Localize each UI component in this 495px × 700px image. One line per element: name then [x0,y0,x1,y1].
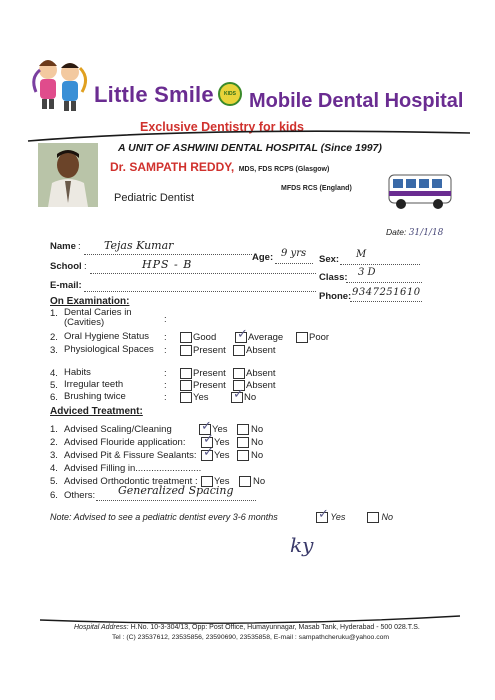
exam-item-number: 4. [50,368,58,379]
exam-option-checkbox[interactable] [231,392,243,403]
exam-item-colon: : [164,345,167,356]
footer-address-text: H.No. 10-3-304/13, Opp: Post Office, Humayunnagar, Masab Tank, Hyderabad - 500 028.T.S. [130,624,420,631]
exam-item-colon: : [164,368,167,379]
age-line [275,263,313,264]
name-line [84,254,252,255]
phone-value: 9347251610 [352,287,421,298]
note-text: Note: Advised to see a pediatric dentist every 3-6 months [50,512,278,522]
treatment-no[interactable] [237,450,263,461]
age-label: Age: [252,252,274,263]
doctor-signature: ky [290,533,314,557]
exam-option-label: Good [193,332,217,344]
unit-line: A UNIT OF ASHWINI DENTAL HOSPITAL (Since 1997) [118,142,382,154]
exam-option-label: No [244,392,257,404]
treatment-no-checkbox[interactable] [237,437,249,448]
exam-item-number: 2. [50,332,58,343]
treatment-item-number: 3. [50,450,58,461]
exam-option-label: Present [193,345,226,357]
others-value: Generalized Spacing [118,484,234,497]
treatment-no-label: No [251,424,264,436]
date-row [386,227,443,238]
exam-item-number: 1. [50,308,58,319]
treatment-item-number: 6. [50,490,58,501]
treatment-no-checkbox[interactable] [237,450,249,461]
doctor-role: Pediatric Dentist [114,192,195,204]
note-yes-checkbox[interactable] [316,512,328,523]
exam-option-checkbox[interactable] [233,368,245,379]
treatment-no-label: No [251,437,264,449]
treatment-no[interactable] [237,424,263,435]
doctor-quals-1: MDS, FDS RCPS (Glasgow) [238,166,330,173]
brand-smile: Smile [154,82,214,107]
note-no[interactable] [367,512,393,523]
treatment-item-label: Advised Flouride application: [64,437,186,448]
exam-option[interactable] [180,392,209,403]
treatment-yes-label: Yes [214,476,230,488]
exam-option-label: Absent [246,368,276,380]
exam-option[interactable] [233,368,276,379]
treatment-yes[interactable] [201,450,230,461]
exam-item-label: Physiological Spaces [64,344,154,355]
phone-label: Phone: [319,291,352,302]
brand-subtitle: Mobile Dental Hospital [249,90,464,112]
sex-line [340,264,420,265]
class-line [346,282,422,283]
school-label: School [50,261,82,272]
note-no-checkbox[interactable] [367,512,379,523]
examination-heading: On Examination: [50,296,130,307]
tagline: Exclusive Dentistry for kids [140,120,304,134]
exam-item-colon: : [164,332,167,343]
footer-contact: Tel : (C) 23537612, 23535856, 23590690, 23535858, E-mail : sampathcheruku@yahoo.com [112,634,390,641]
exam-option-checkbox[interactable] [180,392,192,403]
treatment-yes-checkbox[interactable] [201,450,213,461]
exam-item-number: 5. [50,380,58,391]
class-label: Class: [319,272,348,283]
note-yes[interactable] [316,512,345,523]
exam-option[interactable] [180,345,226,356]
name-value: Tejas Kumar [104,239,174,252]
exam-option[interactable] [231,392,256,403]
treatment-item-number: 4. [50,463,58,474]
email-label: E-mail: [50,280,82,291]
kids-badge-text: KIDS [224,91,236,97]
exam-option-checkbox[interactable] [180,345,192,356]
class-value: 3 D [358,267,376,278]
doctor-name [110,158,329,176]
email-line [84,291,316,292]
date-label: Date: [386,227,407,237]
name-label: Name [50,241,76,252]
kids-badge-icon [218,82,242,106]
treatment-no[interactable] [239,476,265,487]
name-colon: : [78,241,81,252]
treatment-item-number: 5. [50,476,58,487]
sex-label: Sex: [319,254,340,265]
treatment-item-number: 2. [50,437,58,448]
treatment-yes-label: Yes [212,424,228,436]
exam-option-label: Yes [193,392,209,404]
exam-option-label: Present [193,368,226,380]
footer-address-label: Hospital Address: [74,624,129,631]
footer-address [74,624,420,631]
treatment-item-label: Advised Orthodontic treatment : [64,476,198,487]
exam-item-label: Dental Caries in (Cavities) [64,307,132,328]
school-value: HPS - B [142,258,193,271]
exam-option[interactable] [233,345,276,356]
exam-item-label: Brushing twice [64,391,126,402]
exam-option-label: Absent [246,380,276,392]
note-row [50,512,278,522]
exam-item-colon: : [164,314,167,325]
treatment-yes-label: Yes [214,437,230,449]
exam-option[interactable] [180,380,226,391]
exam-item-colon: : [164,392,167,403]
brand-little: Little [94,82,148,107]
exam-option[interactable] [235,332,283,343]
exam-option-checkbox[interactable] [180,332,192,343]
mobile-dental-bus-icon [386,167,456,220]
treatment-heading: Adviced Treatment: [50,406,143,417]
school-line [90,273,316,274]
kids-logo-illustration [28,52,90,114]
treatment-item-label: Advised Scaling/Cleaning [64,424,172,435]
exam-option-checkbox[interactable] [233,345,245,356]
phone-line [350,301,422,302]
exam-option[interactable] [180,368,226,379]
treatment-item-label: Advised Filling in......................... [64,463,202,474]
sex-value: M [356,249,367,260]
treatment-no-checkbox[interactable] [239,476,251,487]
exam-option-checkbox[interactable] [180,380,192,391]
doctor-photo [38,143,98,207]
note-no-label: No [381,512,394,522]
exam-option[interactable] [296,332,329,343]
exam-option-label: Poor [309,332,330,344]
note-yes-label: Yes [330,512,346,522]
exam-option-label: Average [248,332,284,344]
exam-item-label: Oral Hygiene Status [64,331,150,342]
exam-option-label: Absent [246,345,276,357]
exam-item-number: 6. [50,392,58,403]
age-value: 9 yrs [281,248,307,259]
treatment-no[interactable] [237,437,263,448]
exam-option[interactable] [180,332,216,343]
treatment-yes-label: Yes [214,450,230,462]
treatment-no-label: No [253,476,266,488]
exam-option-checkbox[interactable] [235,332,247,343]
treatment-item-label: Others: [64,490,96,501]
date-value: 31/1/18 [408,228,444,238]
exam-item-number: 3. [50,345,58,356]
treatment-item-number: 1. [50,424,58,435]
others-line [96,500,256,501]
brand-title [94,82,214,108]
exam-item-label: Habits [64,367,91,378]
exam-item-label: Irregular teeth [64,379,124,390]
doctor-quals-2: MFDS RCS (England) [281,185,352,192]
treatment-item-label: Advised Pit & Fissure Sealants: [64,450,197,461]
doctor-name-text: Dr. SAMPATH REDDY, [110,160,235,174]
treatment-no-checkbox[interactable] [237,424,249,435]
school-colon: : [84,261,87,272]
exam-option-label: Present [193,380,226,392]
treatment-no-label: No [251,450,264,462]
exam-option-checkbox[interactable] [296,332,308,343]
exam-item-colon: : [164,380,167,391]
exam-option-checkbox[interactable] [180,368,192,379]
